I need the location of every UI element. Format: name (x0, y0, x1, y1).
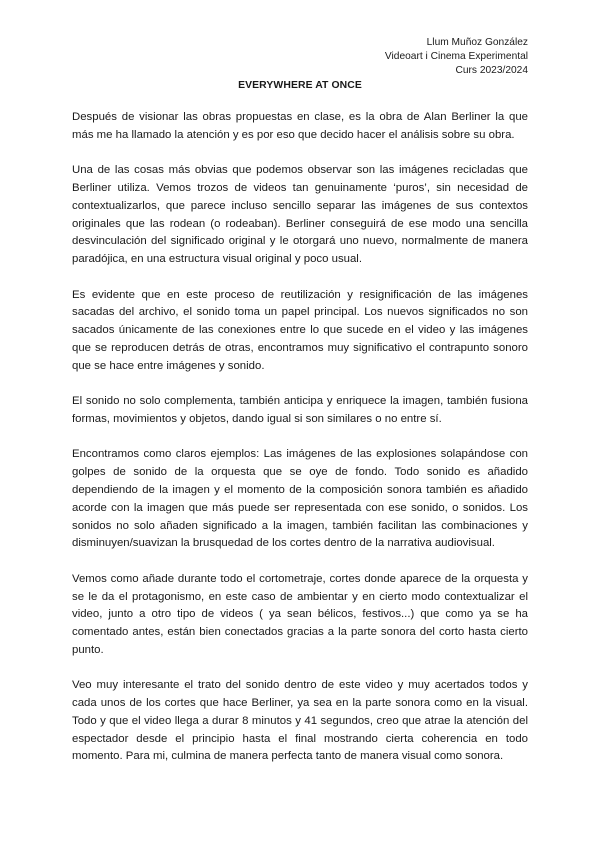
document-header (385, 36, 528, 78)
document-body (72, 109, 528, 784)
paragraph-sound-complements: El sonido no solo complementa, también anticipa y enriquece la imagen, también fusiona formas, movimientos y objetos, dando igual si son similares o no entre sí. (72, 395, 528, 425)
paragraph-examples: Encontramos como claros ejemplos: Las imágenes de las explosiones solapándose con golpes de sonido de la orquesta que se oye de fondo. Todo sonido es añadido dependiendo de la imagen y el momento de la composición sonora también es añadido acorde con la imagen que más puede ser representada con ese sonido, o sonidos. Los sonidos no solo añaden significado a la imagen, también facilitan las combinaciones y disminuyen/suavizan la brusquedad de los cortes dentro de la narrativa audiovisual. (72, 448, 528, 550)
paragraph-intro: Después de visionar las obras propuestas en clase, es la obra de Alan Berliner la que más me ha llamado la atención y es por eso que decido hacer el análisis sobre su obra. (72, 111, 528, 141)
academic-year: Curs 2023/2024 (455, 65, 528, 76)
course-name: Videoart i Cinema Experimental (384, 51, 528, 62)
paragraph-sound-role: Es evidente que en este proceso de reutilización y resignificación de las imágenes sacadas del archivo, el sonido toma un papel principal. Los nuevos significados no son sacados únicamente de las conexiones entre lo que sucede en el video y las imágenes que se reproducen detrás de otras, encontramos muy significativo el contrapunto sonoro que se hace entre imágenes y sonido. (72, 288, 528, 372)
document-title: EVERYWHERE AT ONCE (238, 80, 362, 91)
paragraph-recycled-images: Una de las cosas más obvias que podemos observar son las imágenes recicladas que Berliner utiliza. Vemos trozos de videos tan genuinamente ‘puros’, sin necesidad de contextualizarlos, que parece incluso sencillo separar las imágenes de sus contextos originales que las rodean (o rodeaban). Berliner conseguirá de ese modo una sencilla desvinculación del significado original y le otorgará uno nuevo, normalmente de manera paradójica, en una estructura visual original y poco usual. (72, 164, 528, 266)
paragraph-orchestra: Vemos como añade durante todo el cortometraje, cortes donde aparece de la orquesta y se le da el protagonismo, en este caso de ambientar y en cierto modo contextualizar el video, junto a otro tipo de videos ( ya sean bélicos, festivos...) que como ya se ha comentado antes, están bien conectados gracias a la parte sonora del corto hasta cierto punto. (72, 572, 528, 656)
paragraph-conclusion: Veo muy interesante el trato del sonido dentro de este video y muy acertados todos y cada unos de los cortes que hace Berliner, ya sea en la parte sonora como en la visual. Todo y que el video llega a durar 8 minutos y 41 segundos, creo que atrae la atención del espectador desde el principio hasta el final mostrando cierta coherencia en todo momento. Para mi, culmina de manera perfecta tanto de manera visual como sonora. (72, 679, 528, 763)
author-name: Llum Muñoz González (426, 37, 528, 48)
